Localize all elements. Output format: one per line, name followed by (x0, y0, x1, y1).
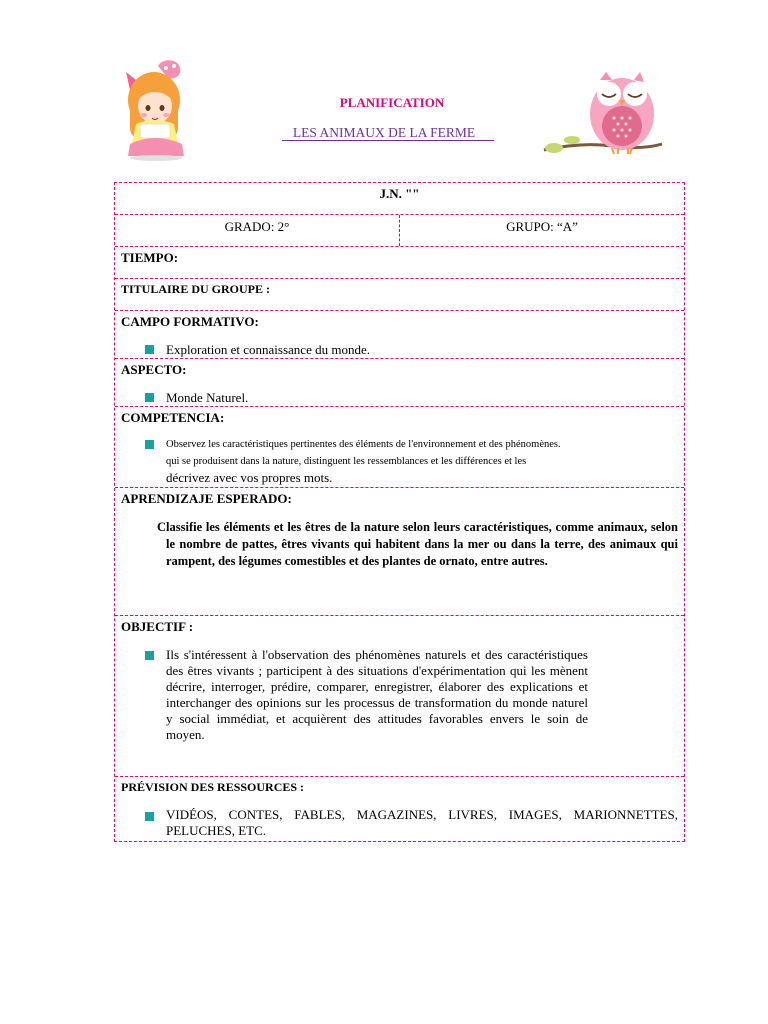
prevision-row (115, 777, 684, 841)
square-bullet-icon (145, 393, 154, 402)
campo-row (115, 311, 684, 359)
subtitle-underline (282, 140, 494, 141)
competencia-line1: Observez les caractéristiques pertinentes des éléments de l'environnement et des phénomènes. (166, 439, 561, 450)
tiempo-row (115, 247, 684, 279)
planning-table (114, 182, 685, 842)
page-title: PLANIFICATION (339, 95, 445, 110)
jn-label: J.N. "" (379, 186, 420, 201)
girl-illustration (122, 60, 200, 162)
square-bullet-icon (145, 440, 154, 449)
aprendizaje-text: Classifie les éléments et les êtres de la nature selon leurs caractéristiques, comme animaux, selon le nombre de pattes, êtres vivants qui habitent dans la mer ou dans la terre, des animaux qui rampent, des légumes comestibles et des plantes de ornato, entre autres. (157, 520, 678, 568)
square-bullet-icon (145, 651, 154, 660)
titulaire-label: TITULAIRE DU GROUPE : (121, 282, 271, 296)
square-bullet-icon (145, 345, 154, 354)
competencia-label: COMPETENCIA: (121, 410, 225, 425)
tiempo-label: TIEMPO: (121, 250, 179, 265)
objectif-text: Ils s'intéressent à l'observation des phénomènes naturels et des caractéristiques des êtres vivants ; participent à des situations d'expérimentation qui les mènent décrire, interroger, prédire, comparer, enregistrer, élaborer des explications et interchanger des opinions sur les processus de transformation du monde naturel y social immédiat, et acquièrent des attitudes favorables envers le soin de moyen. (166, 647, 588, 742)
grado-label: GRADO: 2° (224, 219, 290, 234)
titulaire-row (115, 279, 684, 311)
aspecto-row (115, 359, 684, 407)
campo-item: Exploration et connaissance du monde. (166, 342, 370, 357)
jn-row (115, 183, 684, 215)
aspecto-label: ASPECTO: (121, 362, 187, 377)
competencia-line3: décrivez avec vos propres mots. (166, 470, 333, 485)
grado-grupo-row (115, 215, 684, 247)
owl-illustration (542, 70, 664, 162)
grupo-label: GRUPO: “A” (506, 219, 578, 234)
campo-label: CAMPO FORMATIVO: (121, 314, 259, 329)
square-bullet-icon (145, 812, 154, 821)
prevision-item: VIDÉOS, CONTES, FABLES, MAGAZINES, LIVRES, IMAGES, MARIONNETTES, PELUCHES, ETC. (166, 807, 678, 838)
competencia-line2: qui se produisent dans la nature, distinguent les ressemblances et les différences et les (166, 456, 527, 467)
page-subtitle: LES ANIMAUX DE LA FERME (292, 125, 476, 140)
grupo-cell (400, 215, 684, 246)
aspecto-item: Monde Naturel. (166, 390, 249, 405)
aprendizaje-row (115, 488, 684, 616)
prevision-label: PRÉVISION DES RESSOURCES : (121, 780, 305, 794)
grado-cell (115, 215, 400, 246)
aprendizaje-label: APRENDIZAJE ESPERADO: (121, 491, 292, 506)
objectif-label: OBJECTIF : (121, 619, 194, 634)
objectif-row (115, 616, 684, 777)
competencia-row (115, 407, 684, 488)
